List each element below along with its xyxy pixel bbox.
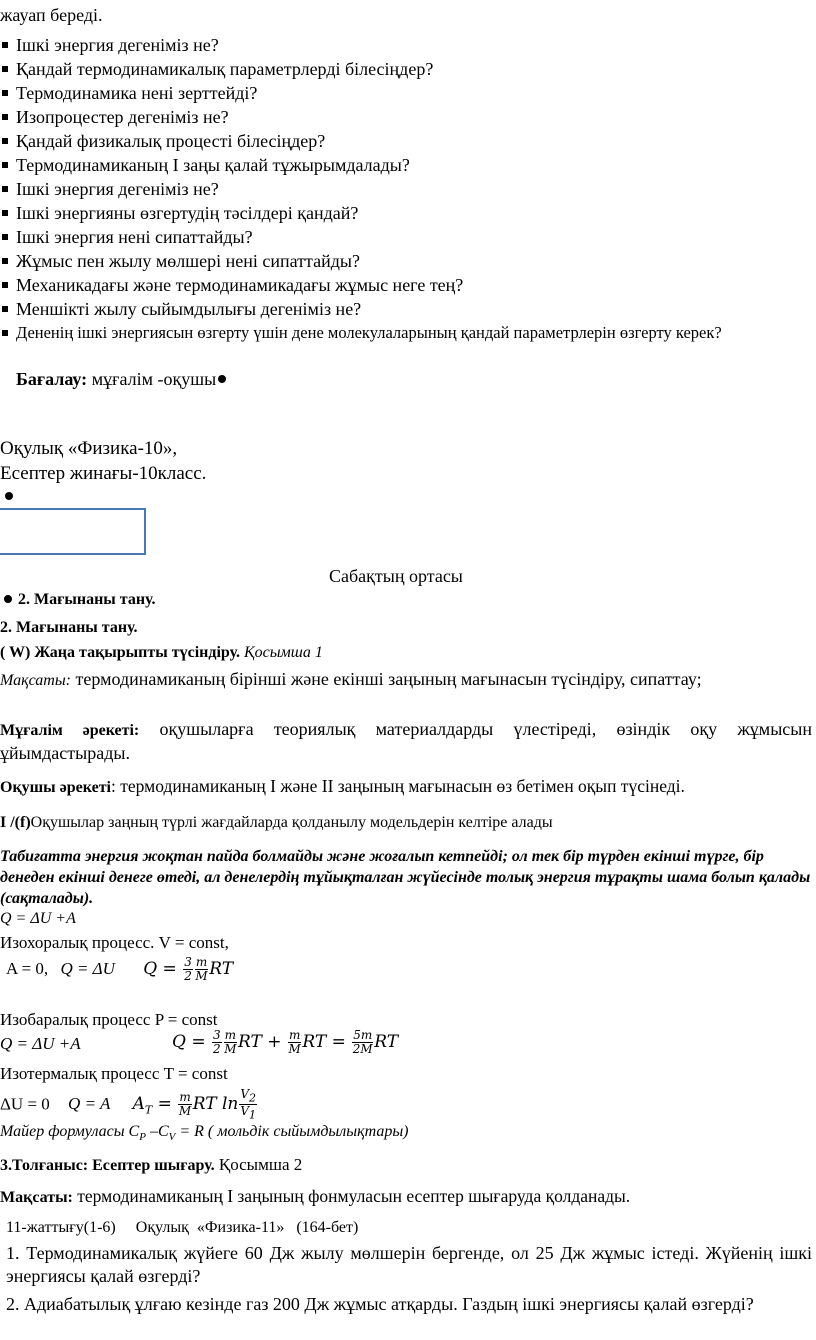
problem-book-ref: Есептер жинағы-10класс. [0,463,207,484]
list-item: Термодинамика нені зерттейді? [0,82,810,106]
square-bullet-icon [2,90,8,96]
isobaric-label: Изобаралық процесс P = const [0,1010,218,1029]
square-bullet-icon [2,330,8,336]
teacher-action: Мұғалім әрекеті: оқушыларға теориялық материалдарды үлестіреді, өзіндік оқу жұмысын ұйымдастырады. [0,719,813,763]
list-item: Ішкі энергия нені сипаттайды? [0,226,810,250]
square-bullet-icon [2,138,8,144]
list-item: Механикадағы және термодинамикадағы жұмыс неге тең? [0,274,810,298]
isobaric-heat-formula: Q = $\frac{3}{2}$ $\frac{m}{M}$ RT + $\frac{m}{M}$ RT = $\frac{5m}{2M}$ RT [172,1028,399,1057]
isothermal-work-formula: $A_T$ = $\frac{m}{M}$ RT ln $\frac{V_2}{V_1}$ [132,1087,257,1122]
stage-heading-bullet: 2. Мағынаны тану. [4,590,155,610]
square-bullet-icon [2,258,8,264]
student-action: Оқушы әрекеті: термодинамиканың І және ІІ заңының мағынасын өз бетімен оқып түсінеді. [0,776,685,796]
question-list [0,34,810,344]
law-statement: Табиғатта энергия жоқтан пайда болмайды және жоғалып кетпейді; ол тек бір түрден екінші түрге, бір денеден екінші денеге өтеді, ал денелердің тұйықталған жүйесінде толық энергия тұрақты шама болып қалады (сақталады). [0,848,811,908]
intro-text: жауап береді. [0,5,103,25]
square-bullet-icon [2,186,8,192]
square-bullet-icon [2,66,8,72]
list-item: Қандай физикалық процесті білесіңдер? [0,130,810,154]
list-item: Термодинамиканың І заңы қалай тұжырымдалады? [0,154,810,178]
list-item: Меншікті жылу сыйымдылығы дегеніміз не? [0,298,810,322]
bullet-dot-icon [218,375,226,383]
assessment: Бағалау: мұғалім -оқушы [16,368,226,391]
empty-frame [0,508,146,555]
list-item: Қандай термодинамикалық параметрлерді білесіңдер? [0,58,810,82]
section-title: Сабақтың ортасы [329,566,463,586]
exercise-ref: 11-жаттығу(1-6) Оқулық «Физика-11» (164-бет) [6,1219,359,1236]
isochoric-heat-formula: Q = $\frac{3}{2}$ $\frac{m}{M}$ RT [143,955,234,984]
list-item: Дененің ішкі энергиясын өзгерту үшін дене молекулаларының қандай параметрлерін өзгерту керек? [0,322,810,344]
bullet-dot-icon [5,492,13,500]
list-item: Ішкі энергияны өзгертудің тәсілдері қандай? [0,202,810,226]
square-bullet-icon [2,210,8,216]
isochoric-label: Изохоралық процесс. V = const, [0,933,229,952]
isothermal-label: Изотермалық процесс T = const [0,1064,228,1083]
textbook-ref: Оқулық «Физика-10», [0,438,178,459]
goal-paragraph: Мақсаты: термодинамиканың бірінші және екінші заңының мағынасын түсіндіру, сипаттау; [0,669,702,689]
square-bullet-icon [2,42,8,48]
bullet-dot-icon [4,595,12,603]
new-topic: ( W) Жаңа тақырыпты түсіндіру. Қосымша 1 [0,644,323,661]
list-item: Изопроцестер дегеніміз не? [0,106,810,130]
isothermal-row: ΔU = 0 Q = A $A_T$ = $\frac{m}{M}$ RT ln $\frac{V_2}{V_1}$ [0,1087,257,1122]
isochoric-row: A = 0, Q = ΔU Q = $\frac{3}{2}$ $\frac{m}{M}$ RT [6,955,234,984]
stage-heading: 2. Мағынаны тану. [0,619,138,636]
square-bullet-icon [2,162,8,168]
isobaric-row: Q = ΔU +A Q = $\frac{3}{2}$ $\frac{m}{M}$ RT + $\frac{m}{M}$ RT = $\frac{5m}{2M}$ RT [0,1028,399,1057]
first-law-formula: Q = ΔU +A [0,910,76,927]
problem-1: 1. Термодинамикалық жүйеге 60 Дж жылу мөлшерін бергенде, ол 25 Дж жұмыс істеді. Жүйенің ішкі энергиясы қалай өзгерді? [6,1243,812,1287]
mayer-formula: Майер формуласы $C_P$ $-C_V = R$ ( мольдік сыйымдылықтары) [0,1123,409,1144]
list-item: Ішкі энергия дегеніміз не? [0,178,810,202]
square-bullet-icon [2,282,8,288]
competence: І /(f)Оқушылар заңның түрлі жағдайларда қолданылу модельдерін келтіре алады [0,814,553,831]
goal2-paragraph: Мақсаты: термодинамиканың І заңының фонмуласын есептер шығаруда қолданады. [0,1186,631,1206]
square-bullet-icon [2,306,8,312]
square-bullet-icon [2,234,8,240]
reflection-heading: 3.Толғаныс: Есептер шығару. Қосымша 2 [0,1155,303,1174]
list-item: Жұмыс пен жылу мөлшері нені сипаттайды? [0,250,810,274]
list-item: Ішкі энергия дегеніміз не? [0,34,810,58]
square-bullet-icon [2,114,8,120]
problem-2: 2. Адиабатылық ұлғаю кезінде газ 200 Дж жұмыс атқарды. Газдың ішкі энергиясы қалай өзгерді? [6,1294,754,1314]
